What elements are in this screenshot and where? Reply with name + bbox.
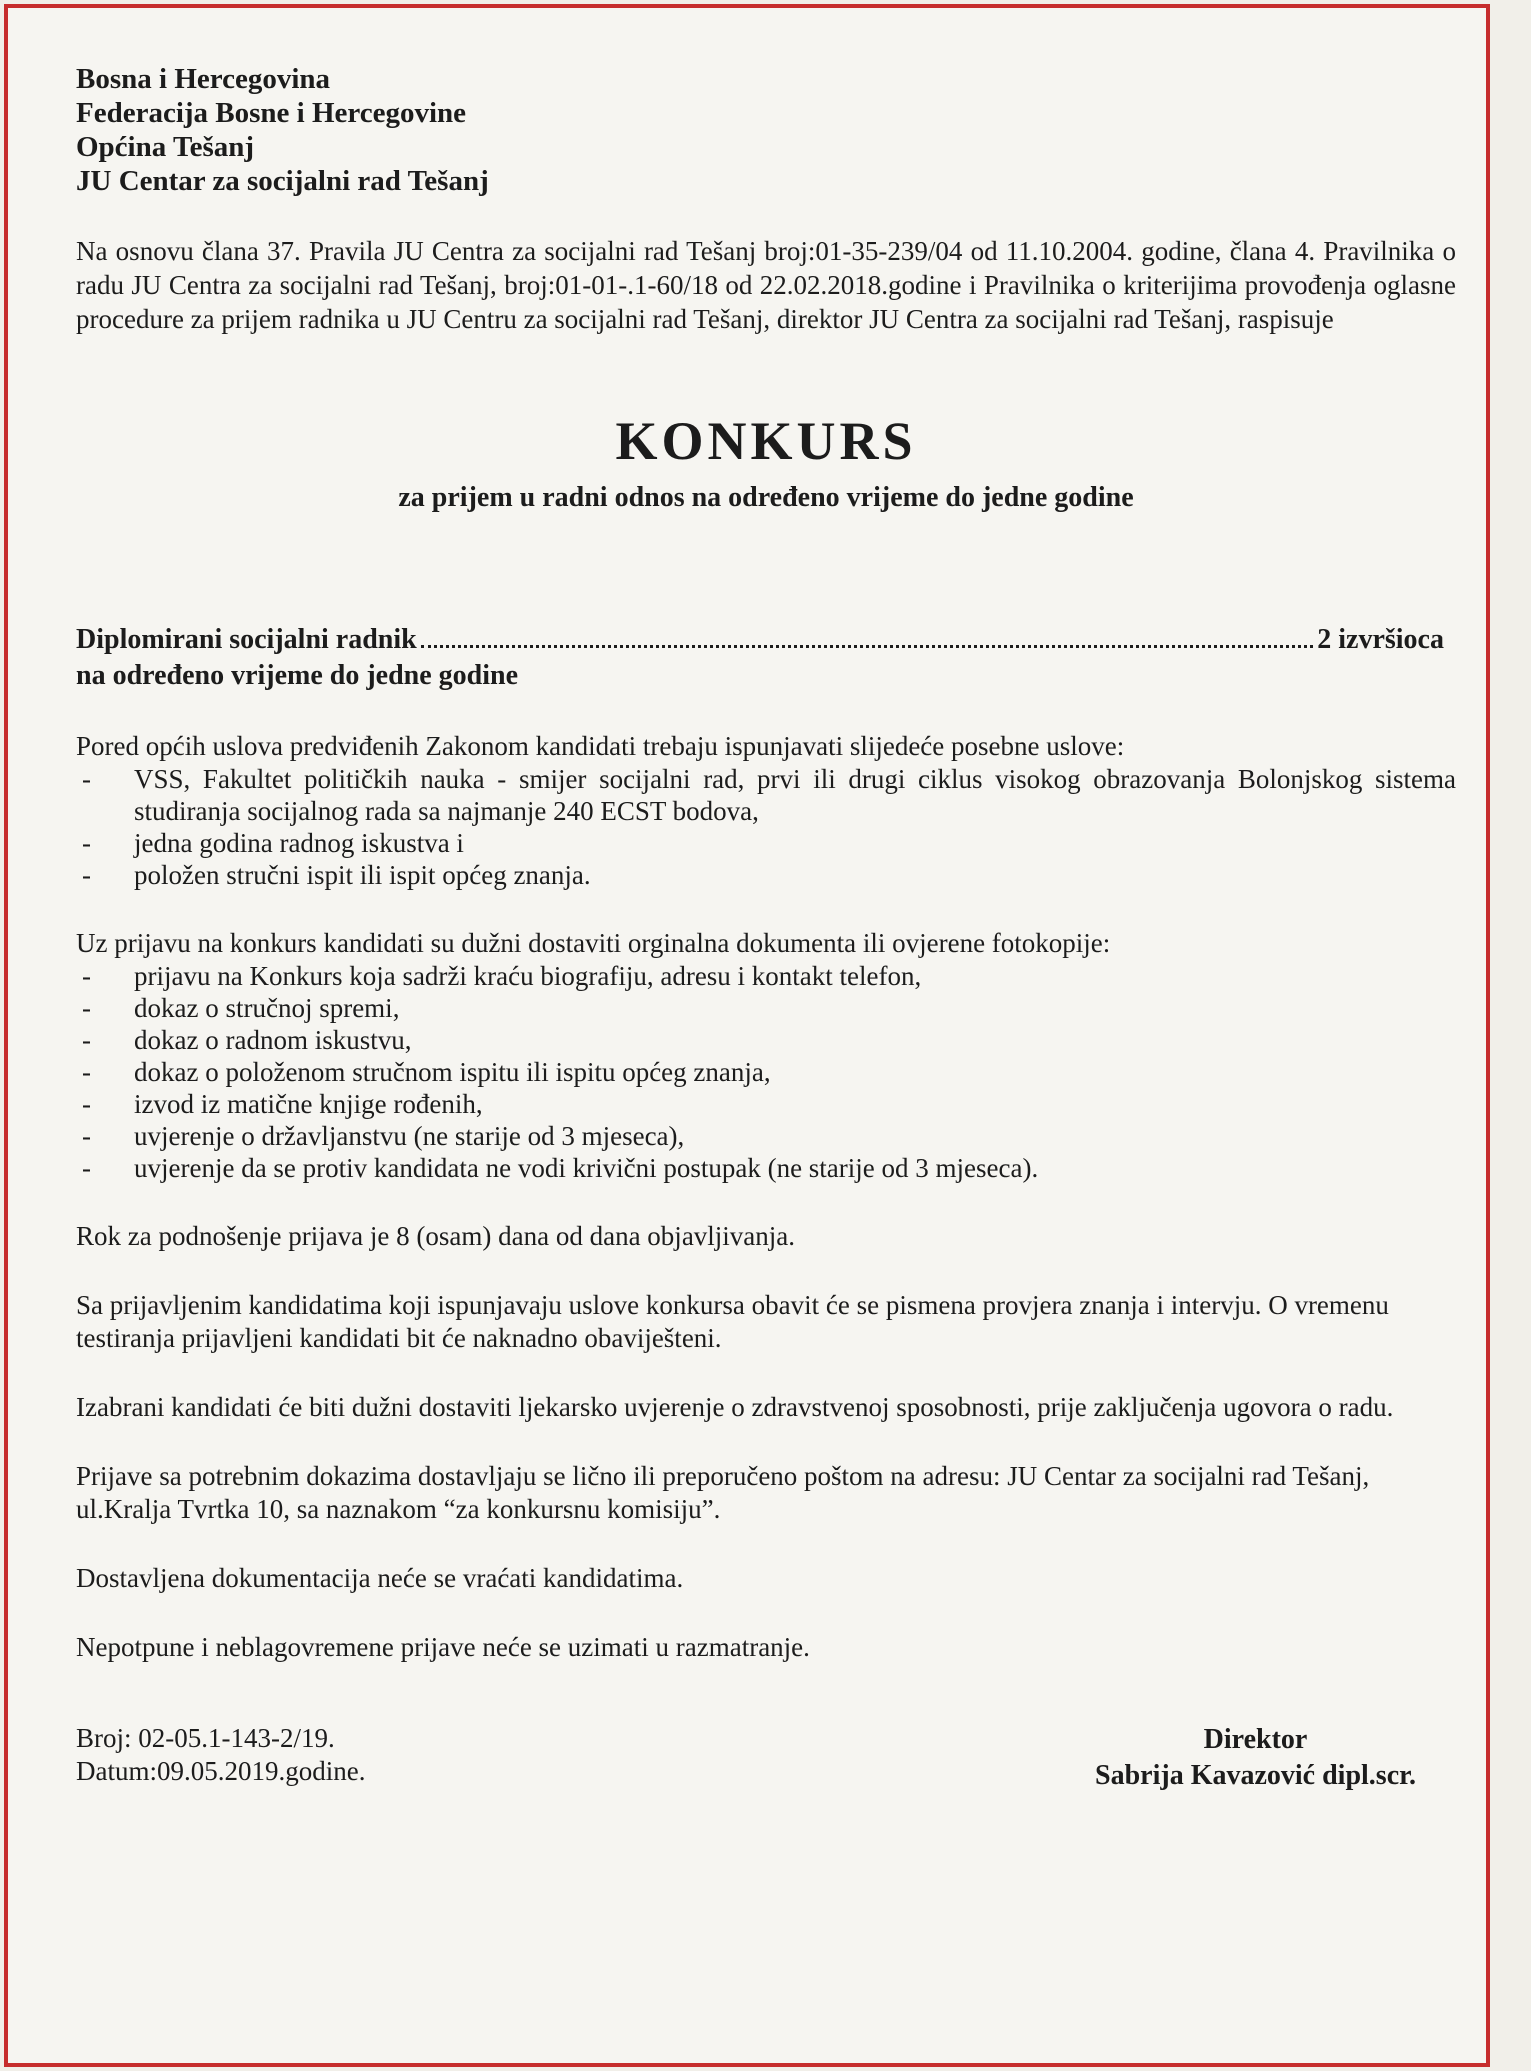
conditions-list <box>76 763 1456 891</box>
documents-section <box>76 927 1456 1184</box>
header-country: Bosna i Hercegovina <box>76 63 331 95</box>
header-federation: Federacija Bosne i Hercegovine <box>76 97 467 129</box>
list-item: - uvjerenje o državljanstvu (ne starije od 3 mjeseca), <box>76 1120 1456 1152</box>
documents-intro: Uz prijavu na konkurs kandidati su dužni dostaviti orginalna dokumenta ili ovjerene fotokopije: <box>76 928 1111 958</box>
list-item: - prijavu na Konkurs koja sadrži kraću biografiju, adresu i kontakt telefon, <box>76 960 1456 992</box>
signer-name: Sabrija Kavazović dipl.scr. <box>1095 1760 1416 1791</box>
list-item: - položen stručni ispit ili ispit općeg znanja. <box>76 859 1456 891</box>
no-return-paragraph: Dostavljena dokumentacija neće se vraćati kandidatima. <box>76 1563 684 1593</box>
header-institution: JU Centar za socijalni rad Tešanj <box>76 165 489 197</box>
position-line <box>76 622 1444 658</box>
position-count: 2 izvršioca <box>1317 624 1444 655</box>
document-frame <box>4 4 1490 2067</box>
institution-header <box>76 62 1456 198</box>
list-item: - dokaz o radnom iskustvu, <box>76 1024 1456 1056</box>
position-duration: na određeno vrijeme do jedne godine <box>76 660 519 691</box>
header-municipality: Općina Tešanj <box>76 131 255 163</box>
conditions-section <box>76 730 1456 891</box>
reference-block <box>76 1722 365 1794</box>
signer-title: Direktor <box>1203 1724 1308 1755</box>
conditions-intro: Pored općih uslova predviđenih Zakonom kandidati trebaju ispunjavati slijedeće posebne uslove: <box>76 731 1125 761</box>
position-name: Diplomirani socijalni radnik <box>76 624 417 655</box>
position-block <box>76 622 1456 694</box>
reference-number: Broj: 02-05.1-143-2/19. <box>76 1723 335 1753</box>
document-footer <box>76 1722 1416 1794</box>
submission-paragraph: Prijave sa potrebnim dokazima dostavljaju se lično ili preporučeno poštom na adresu: JU Centar za socijalni rad Tešanj, ul.Kralja Tvrtka 10, sa naznakom “za konkursnu komisiju”. <box>76 1461 1370 1524</box>
incomplete-paragraph: Nepotpune i neblagovremene prijave neće se uzimati u razmatranje. <box>76 1632 810 1662</box>
reference-date: Datum:09.05.2019.godine. <box>76 1756 366 1786</box>
list-item: - dokaz o stručnoj spremi, <box>76 992 1456 1024</box>
preamble-text: Na osnovu člana 37. Pravila JU Centra za socijalni rad Tešanj broj:01-35-239/04 od 11.10.2004. godine, člana 4. Pravilnika o radu JU Centra za socijalni rad Tešanj, broj:01-01-.1-60/18 od 22.02.2018.godine i Pravilnika o kriterijima provođenja oglasne procedure za prijem radnika u JU Centru za socijalni rad Tešanj, direktor JU Centra za socijalni rad Tešanj, raspisuje <box>76 236 1456 334</box>
medical-paragraph: Izabrani kandidati će biti dužni dostaviti ljekarsko uvjerenje o zdravstvenoj sposobnosti, prije zaključenja ugovora o radu. <box>76 1392 1394 1422</box>
list-item: - uvjerenje da se protiv kandidata ne vodi krivični postupak (ne starije od 3 mjeseca). <box>76 1152 1456 1184</box>
deadline-paragraph: Rok za podnošenje prijava je 8 (osam) dana od dana objavljivanja. <box>76 1221 796 1251</box>
list-item: - dokaz o položenom stručnom ispitu ili ispitu općeg znanja, <box>76 1056 1456 1088</box>
dotted-leader <box>421 645 1314 648</box>
list-item: - VSS, Fakultet političkih nauka - smijer socijalni rad, prvi ili drugi ciklus visokog obrazovanja Bolonjskog sistema studiranja socijalnog rada sa najmanje 240 ECST bodova, <box>76 763 1456 827</box>
document-title: KONKURS <box>615 411 917 471</box>
documents-list <box>76 960 1456 1184</box>
testing-paragraph: Sa prijavljenim kandidatima koji ispunjavaju uslove konkursa obavit će se pismena provjera znanja i intervju. O vremenu testiranja prijavljeni kandidati bit će naknadno obaviješteni. <box>76 1290 1389 1353</box>
list-item: - izvod iz matične knjige rođenih, <box>76 1088 1456 1120</box>
list-item: - jedna godina radnog iskustva i <box>76 827 1456 859</box>
signature-block <box>1095 1722 1416 1794</box>
document-content <box>76 62 1456 1794</box>
document-subtitle: za prijem u radni odnos na određeno vrijeme do jedne godine <box>398 482 1134 513</box>
